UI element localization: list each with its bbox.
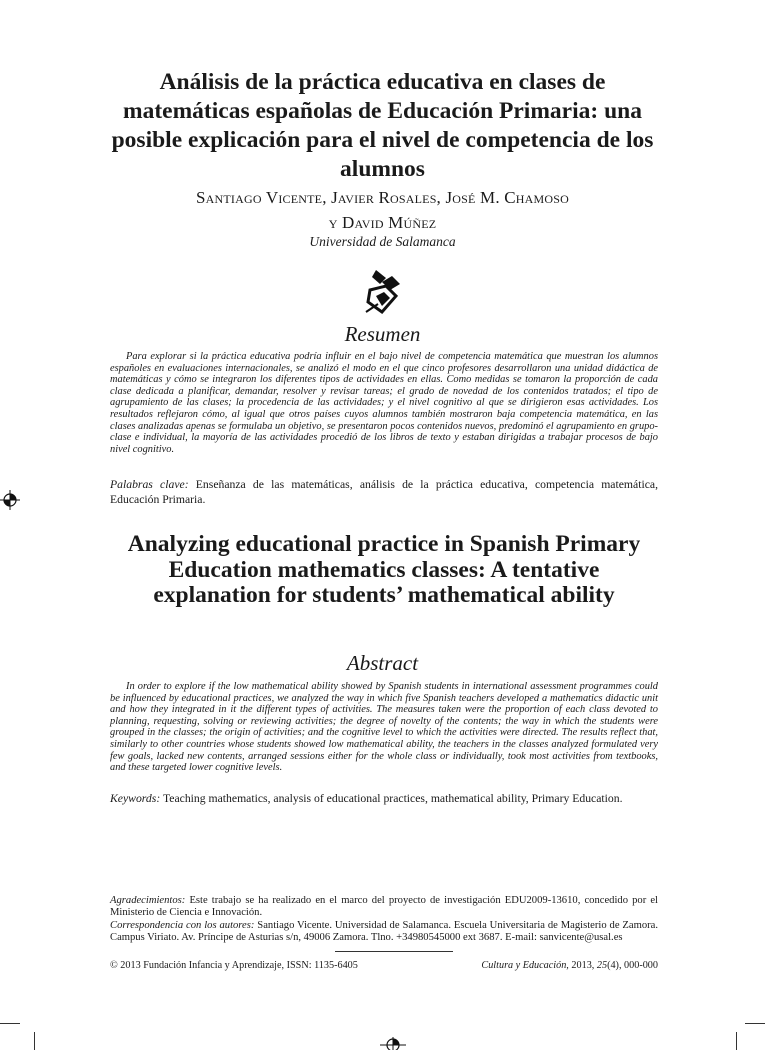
journal-issue-pages: (4), 000-000	[607, 960, 658, 971]
crop-mark-bottom-left-h	[0, 1023, 20, 1024]
correspondence-text: Santiago Vicente. Universidad de Salamanca. Escuela Universitaria de Magisterio de Zamora. Campus Viriato. Av. Príncipe de Asturias s/n, 49006 Zamora. Tlno. +34980545000 ext 3687. E-mail: sanvicente@usal.es	[110, 920, 658, 944]
registration-mark-left-icon	[0, 490, 20, 510]
authors-line-2: y David Múñez	[328, 213, 437, 232]
copyright-notice: © 2013 Fundación Infancia y Aprendizaje, ISSN: 1135-6405	[110, 960, 358, 971]
authors	[100, 185, 665, 235]
crop-mark-bottom-right-h	[745, 1023, 765, 1024]
resumen-text: Para explorar si la práctica educativa podría influir en el bajo nivel de competencia matemática que muestran los alumnos españoles en evaluaciones internacionales, se analizó el modo en el que cinco profesores desarrollaron una unidad didáctica de matemáticas y cómo se integraron los diferentes tipos de actividades en ellas. Como medidas se tomaron la proporción de cada clase dedicada a planificar, demandar, resolver y revisar tareas; el grado de novedad de los contenidos tratados; el tipo de agrupamiento de las clases; la procedencia de las actividades; y el nivel cognitivo al que se dirigieron esas actividades. Los resultados reflejaron cómo, al igual que otros países cuyos alumnos también mostraron baja competencia matemática, en las clases analizadas apenas se formulaba un objetivo, se presentaron pocos contenidos nuevos, predominó el agrupamiento en grupo-clase e individual, la mayoría de las actividades procedió de los libros de texto y estaban dirigidas a trabajar procesos de bajo nivel cognitivo.	[110, 351, 658, 455]
palabras-clave-label: Palabras clave:	[110, 478, 189, 491]
journal-year: 2013,	[571, 960, 595, 971]
crop-mark-bottom-right-v	[736, 1032, 737, 1050]
crop-mark-bottom-left-v	[34, 1032, 35, 1050]
acknowledgements	[110, 895, 658, 920]
acknowledgements-text: Este trabajo se ha realizado en el marco del proyecto de investigación EDU2009-13610, concedido por el Ministerio de Ciencia e Innovación.	[110, 895, 658, 919]
journal-volume: 25	[596, 960, 608, 971]
abstract-body	[110, 681, 658, 774]
abstract-text: In order to explore if the low mathematical ability showed by Spanish students in international assessment programmes could be influenced by educational practices, we analyzed the way in which five Spanish teachers developed a mathematics didactic unit and how they integrated in it the different types of activities. The measures taken were the proportion of each class devoted to planning, requesting, solving or reviewing activities; the degree of novelty of the contents; the way in which the students were grouped in the classes; the origin of activities; and the cognitive level to which the activities were directed. The results reflect that, similarly to other countries whose students showed low mathematical ability, the teachers in the classes analyzed formulated very few goals, lacked new contents, arranged sessions either for the whole class or individually, took most activities from textbooks, and these targeted lower cognitive levels.	[110, 681, 658, 774]
keywords-text: Teaching mathematics, analysis of educational practices, mathematical ability, Primary Education.	[162, 792, 623, 805]
resumen-heading: Resumen	[344, 322, 421, 346]
affiliation: Universidad de Salamanca	[309, 234, 456, 249]
registration-mark-bottom-icon	[380, 1035, 406, 1050]
abstract-heading: Abstract	[346, 651, 419, 675]
resumen-body	[110, 351, 658, 455]
palabras-clave-text: Enseñanza de las matemáticas, análisis de la práctica educativa, competencia matemática, Educación Primaria.	[110, 478, 658, 506]
keywords-label: Keywords:	[110, 792, 161, 805]
journal-citation	[400, 960, 658, 971]
correspondence-label: Correspondencia con los autores:	[110, 920, 255, 931]
publisher-logo-icon	[362, 268, 404, 316]
paper-title-english: Analyzing educational practice in Spanish Primary Education mathematics classes: A tentative explanation for students’ mathematical ability	[127, 531, 641, 608]
footer-divider	[335, 951, 453, 952]
correspondence	[110, 920, 658, 945]
journal-name: Cultura y Educación,	[481, 960, 569, 971]
abstract-keywords	[110, 792, 658, 807]
paper-title-spanish: Análisis de la práctica educativa en clases de matemáticas españolas de Educación Primaria: una posible explicación para el nivel de competencia de los alumnos	[111, 69, 654, 182]
resumen-keywords	[110, 478, 658, 507]
acknowledgements-label: Agradecimientos:	[110, 895, 186, 906]
authors-line-1: Santiago Vicente, Javier Rosales, José M. Chamoso	[196, 188, 569, 207]
